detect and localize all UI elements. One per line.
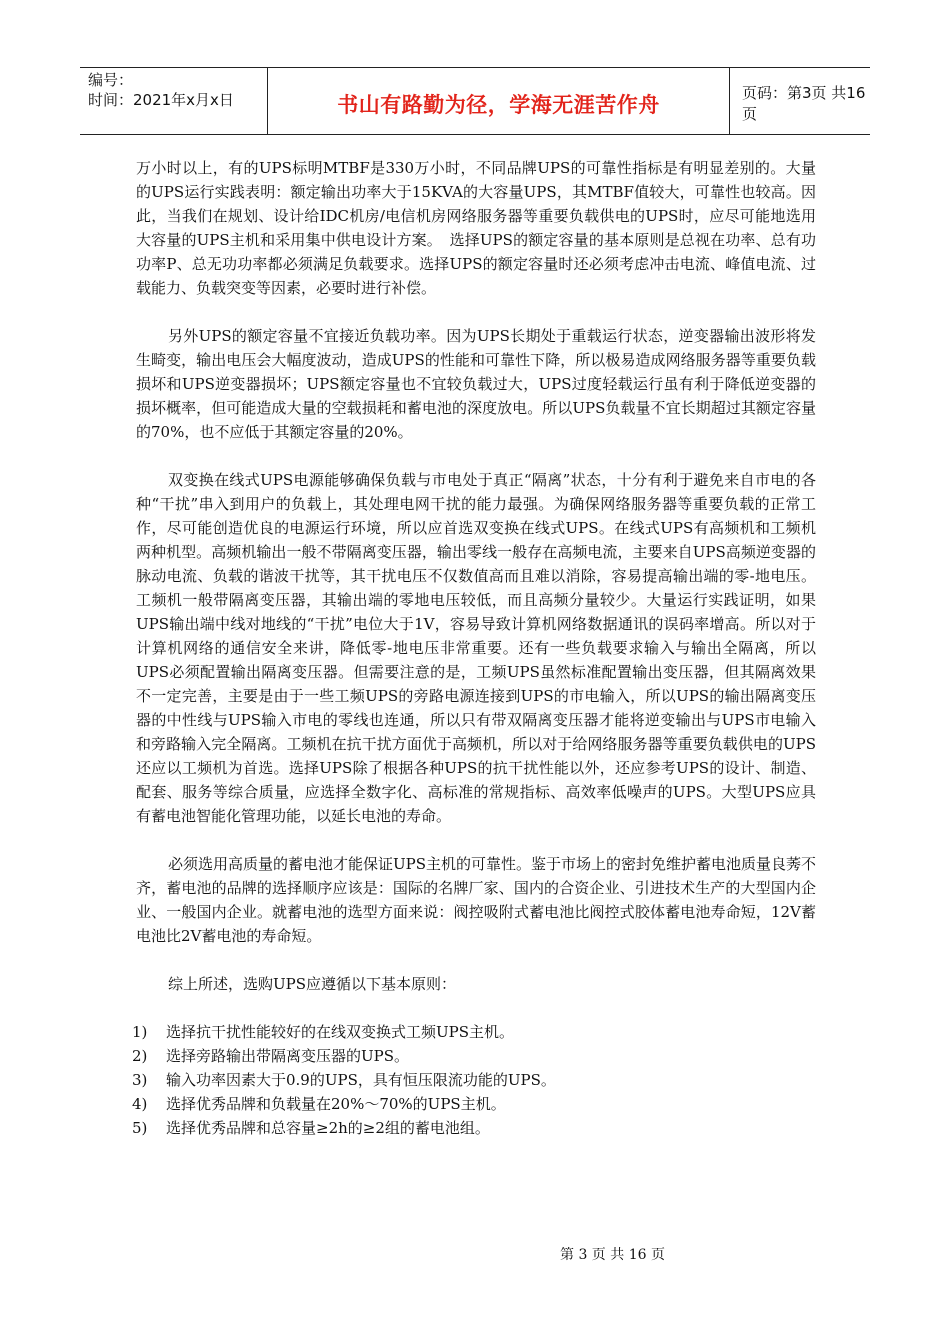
list-item-text: 选择优秀品牌和总容量≥2h的≥2组的蓄电池组。: [166, 1119, 490, 1137]
document-code-label: 编号：: [88, 71, 134, 89]
header-motto: 书山有路勤为径，学海无涯苦作舟: [268, 68, 730, 134]
header-meta: [80, 68, 268, 134]
list-item: [132, 1116, 816, 1140]
header-page-number: 页码：第3页 共16页: [742, 84, 866, 123]
paragraph-summary: 综上所述，选购UPS应遵循以下基本原则：: [168, 975, 457, 993]
list-item-text: 选择抗干扰性能较好的在线双变换式工频UPS主机。: [166, 1023, 515, 1041]
list-item-text: 选择优秀品牌和负载量在20%～70%的UPS主机。: [166, 1095, 506, 1113]
list-item-number: 1): [132, 1023, 148, 1041]
list-item-number: 2): [132, 1047, 148, 1065]
list-item-number: 3): [132, 1071, 148, 1089]
page-header: [80, 67, 870, 135]
paragraph-ups-capacity: 万小时以上，有的UPS标明MTBF是330万小时，不同品牌UPS的可靠性指标是有明显差别的。大量的UPS运行实践表明：额定输出功率大于15KVA的大容量UPS，其MTBF值较大，可靠性也较高。因此，当我们在规划、设计给IDC机房/电信机房网络服务器等重要负载供电的UPS时，应尽可能地选用大容量的UPS主机和采用集中供电设计方案。 选择UPS的额定容量的基本原则是总视在功率、总有功功率P、总无功功率都必须满足负载要求。选择UPS的额定容量时还必须考虑冲击电流、峰值电流、过载能力、负载突变等因素，必要时进行补偿。: [136, 159, 816, 297]
page-footer: 第 3 页 共 16 页: [560, 1247, 665, 1263]
paragraph-battery: 必须选用高质量的蓄电池才能保证UPS主机的可靠性。鉴于市场上的密封免维护蓄电池质量良莠不齐，蓄电池的品牌的选择顺序应该是：国际的名牌厂家、国内的合资企业、引进技术生产的大型国内企业、一般国内企业。就蓄电池的选型方面来说：阀控吸附式蓄电池比阀控式胶体蓄电池寿命短，12V蓄电池比2V蓄电池的寿命短。: [136, 855, 817, 945]
list-item: [132, 1068, 816, 1092]
paragraph-online-ups: 双变换在线式UPS电源能够确保负载与市电处于真正“隔离”状态，十分有利于避免来自市电的各种“干扰”串入到用户的负载上，其处理电网干扰的能力最强。为确保网络服务器等重要负载的正常工作，尽可能创造优良的电源运行环境，所以应首选双变换在线式UPS。在线式UPS有高频机和工频机两种机型。高频机输出一般不带隔离变压器，输出零线一般存在高频电流，主要来自UPS高频逆变器的脉动电流、负载的谐波干扰等，其干扰电压不仅数值高而且难以消除，容易提高输出端的零-地电压。工频机一般带隔离变压器，其输出端的零地电压较低，而且高频分量较少。大量运行实践证明，如果UPS输出端中线对地线的“干扰”电位大于1V，容易导致计算机网络数据通讯的误码率增高。所以对于计算机网络的通信安全来讲，降低零-地电压非常重要。还有一些负载要求输入与输出全隔离，所以UPS必须配置输出隔离变压器。但需要注意的是，工频UPS虽然标准配置输出变压器，但其隔离效果不一定完善，主要是由于一些工频UPS的旁路电源连接到UPS的市电输入，所以UPS的输出隔离变压器的中性线与UPS输入市电的零线也连通，所以只有带双隔离变压器才能将逆变输出与UPS市电输入和旁路输入完全隔离。工频机在抗干扰方面优于高频机，所以对于给网络服务器等重要负载供电的UPS还应以工频机为首选。选择UPS除了根据各种UPS的抗干扰性能以外，还应参考UPS的设计、制造、配套、服务等综合质量，应选择全数字化、高标准的常规指标、高效率低噪声的UPS。大型UPS应具有蓄电池智能化管理功能，以延长电池的寿命。: [136, 471, 816, 825]
list-item: [132, 1020, 816, 1044]
list-item-text: 选择旁路输出带隔离变压器的UPS。: [166, 1047, 410, 1065]
document-time-label: 时间：2021年x月x日: [88, 91, 234, 109]
list-item-text: 输入功率因素大于0.9的UPS，具有恒压限流功能的UPS。: [166, 1071, 556, 1089]
list-item: [132, 1092, 816, 1116]
list-item: [132, 1044, 816, 1068]
list-item-number: 5): [132, 1119, 148, 1137]
list-item-number: 4): [132, 1095, 148, 1113]
document-body: [132, 156, 817, 1140]
principles-list: [132, 1020, 816, 1140]
paragraph-rated-capacity: 另外UPS的额定容量不宜接近负载功率。因为UPS长期处于重载运行状态，逆变器输出波形将发生畸变，输出电压会大幅度波动，造成UPS的性能和可靠性下降，所以极易造成网络服务器等重要负载损坏和UPS逆变器损坏；UPS额定容量也不宜较负载过大，UPS过度轻载运行虽有利于降低逆变器的损坏概率，但可能造成大量的空载损耗和蓄电池的深度放电。所以UPS负载量不宜长期超过其额定容量的70%，也不应低于其额定容量的20%。: [136, 327, 816, 441]
